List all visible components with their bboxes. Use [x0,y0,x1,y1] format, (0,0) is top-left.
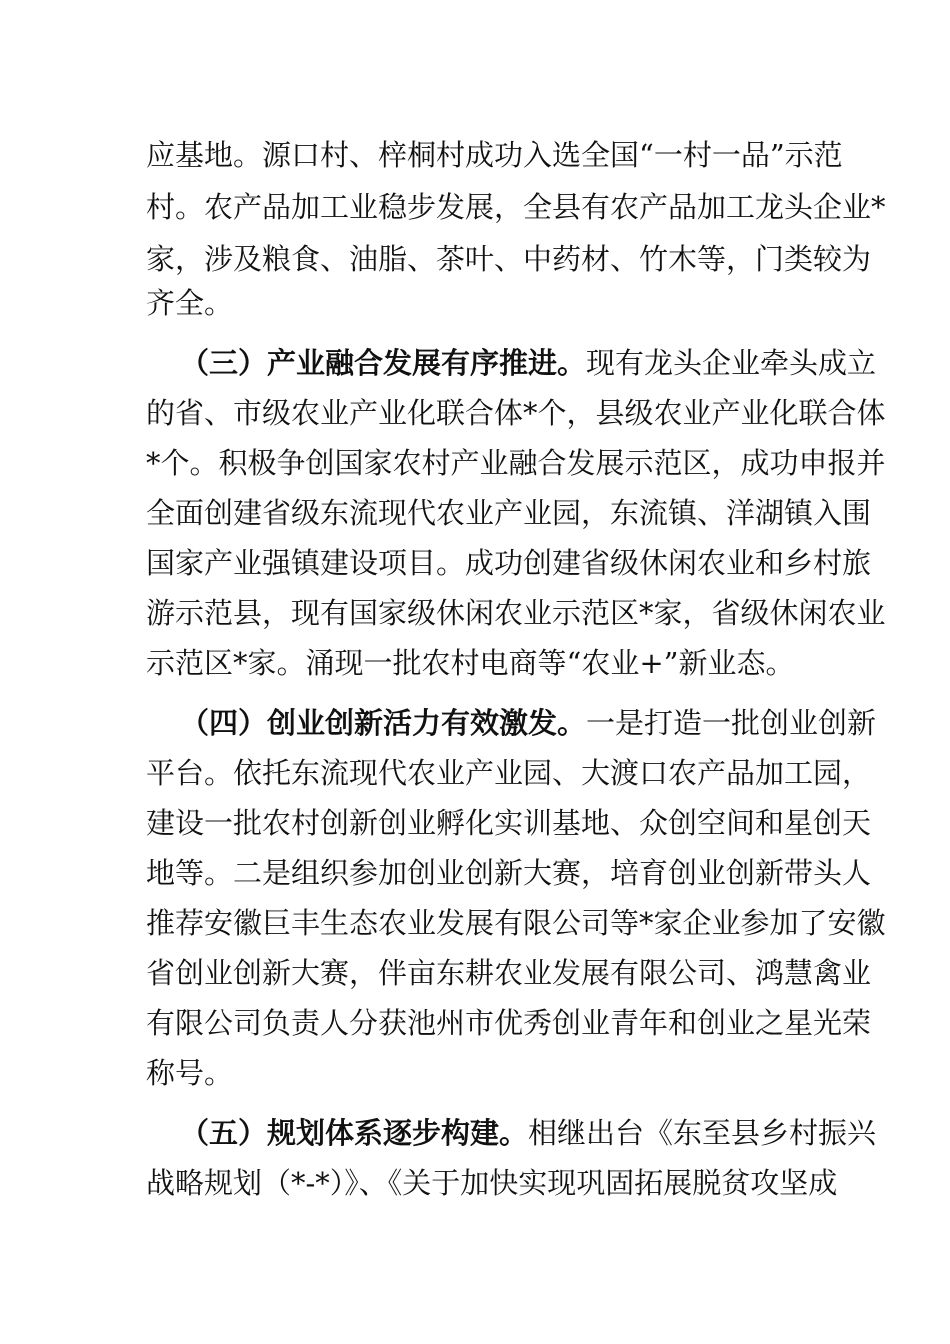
body-line: 推荐安徽巨丰生态农业发展有限公司等*家企业参加了安徽 [146,906,886,940]
body-line: 游示范县，现有国家级休闲农业示范区*家，省级休闲农业 [146,596,886,630]
body-line: 称号。 [146,1056,234,1090]
body-line: *个。积极争创国家农村产业融合发展示范区，成功申报并 [146,446,886,480]
body-line: 示范区*家。涌现一批农村电商等“农业+”新业态。 [146,646,795,680]
body-line: 有限公司负责人分获池州市优秀创业青年和创业之星光荣 [146,1006,872,1040]
body-line: 国家产业强镇建设项目。成功创建省级休闲农业和乡村旅 [146,546,872,580]
paragraph-lead-text: 相继出台《东至县乡村振兴 [528,1116,877,1150]
body-line: 地等。二是组织参加创业创新大赛，培育创业创新带头人 [146,856,872,890]
paragraph-first-line [180,343,877,383]
body-line: 平台。依托东流现代农业产业园、大渡口农产品加工园， [146,756,872,790]
paragraph-lead-text: 一是打造一批创业创新 [586,706,877,740]
body-line: 战略规划（*-*）》、《关于加快实现巩固拓展脱贫攻坚成 [146,1166,838,1200]
paragraph-first-line [180,1113,877,1153]
body-line: 齐全。 [146,286,234,320]
body-line: 的省、市级农业产业化联合体*个，县级农业产业化联合体 [146,396,886,430]
section-heading-3: （三）产业融合发展有序推进。 [180,346,587,380]
paragraph-lead-text: 现有龙头企业牵头成立 [586,346,877,380]
body-line: 建设一批农村创新创业孵化实训基地、众创空间和星创天 [146,806,872,840]
section-heading-4: （四）创业创新活力有效激发。 [180,706,587,740]
body-line: 省创业创新大赛，伴亩东耕农业发展有限公司、鸿慧禽业 [146,956,872,990]
body-line: 家，涉及粮食、油脂、茶叶、中药材、竹木等，门类较为 [146,242,872,276]
paragraph-first-line [180,703,877,743]
body-line: 应基地。源口村、梓桐村成功入选全国“一村一品”示范 [146,138,843,172]
section-heading-5: （五）规划体系逐步构建。 [180,1116,529,1150]
body-line: 村。农产品加工业稳步发展，全县有农产品加工龙头企业* [146,190,886,224]
body-line: 全面创建省级东流现代农业产业园，东流镇、洋湖镇入围 [146,496,872,530]
